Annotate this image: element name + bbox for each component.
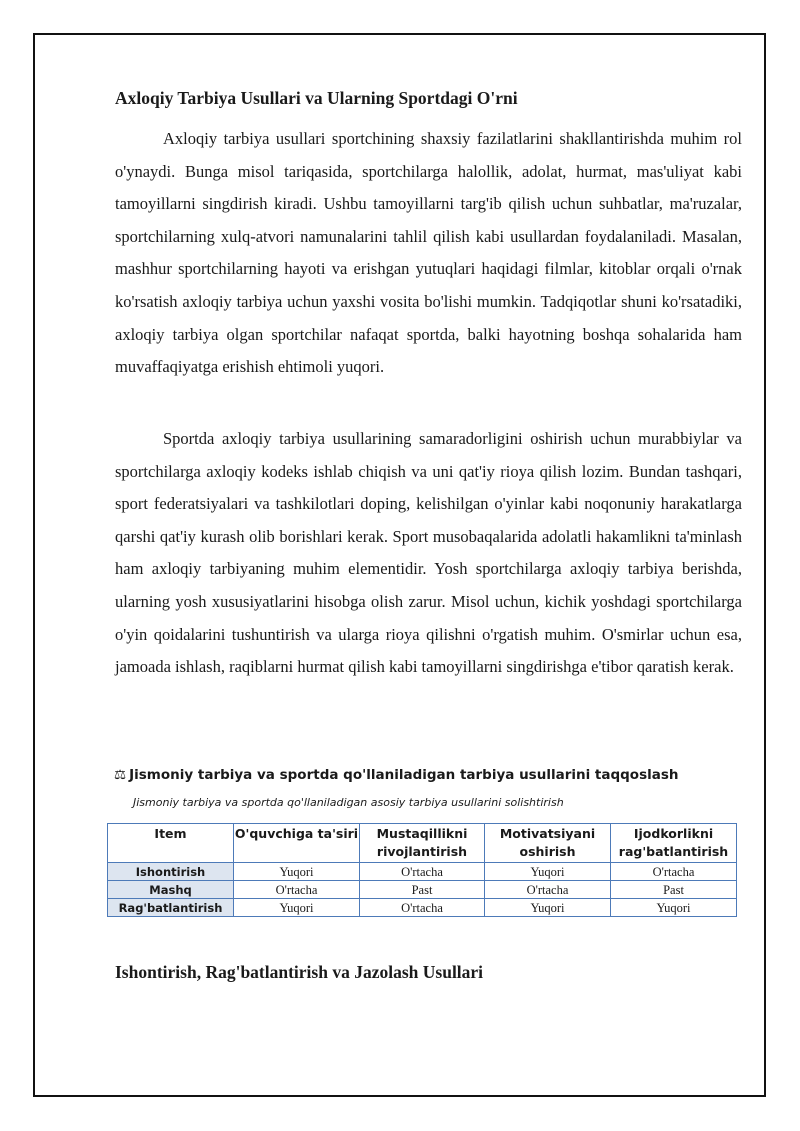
paragraph: Sportda axloqiy tarbiya usullarining samaradorligini oshirish uchun murabbiylar va sportchilarga axloqiy kodeks ishlab chiqish va uni qat'iy rioya qilish lozim. Bundan tashqari, sport federatsiyalari va tashkilotlari doping, kelishilgan o'yinlar kabi noqonuniy harakatlarga qarshi qat'iy kurash olib borishlari kerak. Sport musobaqalarida adolatli hakamlikni ta'minlash ham axloqiy tarbiyaning muhim elementidir. Yosh sportchilarga axloqiy tarbiya berishda, ularning yosh xususiyatlarini hisobga olish zarur. Misol uchun, kichik yoshdagi sportchilarga o'yin qoidalarini tushuntirish va ularga rioya qilishni o'rgatish muhim. O'smirlar uchun esa, jamoada ishlash, raqiblarni hurmat qilish kabi tamoyillarni singdirishga e'tibor qaratish kerak. xyxy=(115,429,742,677)
table-header-row xyxy=(108,824,737,863)
table-cell: O'rtacha xyxy=(360,899,485,917)
section-heading: Axloqiy Tarbiya Usullari va Ularning Sportdagi O'rni xyxy=(115,88,518,108)
table-cell: Past xyxy=(611,881,737,899)
scales-icon: ⚖ xyxy=(114,767,127,783)
section-heading: Ishontirish, Rag'batlantirish va Jazolash Usullari xyxy=(115,962,484,982)
table-cell: Yuqori xyxy=(485,899,611,917)
table-cell: O'rtacha xyxy=(360,863,485,881)
paragraph: Axloqiy tarbiya usullari sportchining shaxsiy fazilatlarini shakllantirishda muhim rol o'ynaydi. Bunga misol tariqasida, sportchilarga halollik, adolat, hurmat, mas'uliyat kabi tamoyillarni singdirish kiradi. Ushbu tamoyillarni targ'ib qilish uchun suhbatlar, ma'ruzalar, sportchilarning xulq-atvori namunalarini tahlil qilish kabi usullardan foydalaniladi. Masalan, mashhur sportchilarning hayoti va erishgan yutuqlari haqidagi filmlar, kitoblar orqali o'rnak ko'rsatish axloqiy tarbiya uchun yaxshi vosita bo'lishi mumkin. Tadqiqotlar shuni ko'rsatadiki, axloqiy tarbiya olgan sportchilar nafaqat sportda, balki hayotning boshqa sohalarida ham muvaffaqiyatga erishish ehtimoli yuqori. xyxy=(115,129,742,377)
row-header: Ishontirish xyxy=(108,863,234,881)
table-cell: O'rtacha xyxy=(485,881,611,899)
comparison-table xyxy=(107,823,737,917)
table-cell: O'rtacha xyxy=(611,863,737,881)
column-header: Motivatsiyani oshirish xyxy=(485,824,611,863)
row-header: Rag'batlantirish xyxy=(108,899,234,917)
table-title-text: Jismoniy tarbiya va sportda qo'llaniladigan tarbiya usullarini taqqoslash xyxy=(129,767,679,783)
table-cell: O'rtacha xyxy=(234,881,360,899)
column-header: O'quvchiga ta'siri xyxy=(234,824,360,863)
column-header: Mustaqillikni rivojlantirish xyxy=(360,824,485,863)
table-cell: Past xyxy=(360,881,485,899)
table-row xyxy=(108,863,737,881)
table-cell: Yuqori xyxy=(485,863,611,881)
table-subtitle: Jismoniy tarbiya va sportda qo'llaniladigan asosiy tarbiya usullarini solishtirish xyxy=(133,796,564,809)
table-cell: Yuqori xyxy=(611,899,737,917)
column-header: Item xyxy=(108,824,234,863)
table-title xyxy=(114,767,679,783)
column-header: Ijodkorlikni rag'batlantirish xyxy=(611,824,737,863)
table-cell: Yuqori xyxy=(234,899,360,917)
table-row xyxy=(108,899,737,917)
table-cell: Yuqori xyxy=(234,863,360,881)
table-row xyxy=(108,881,737,899)
row-header: Mashq xyxy=(108,881,234,899)
